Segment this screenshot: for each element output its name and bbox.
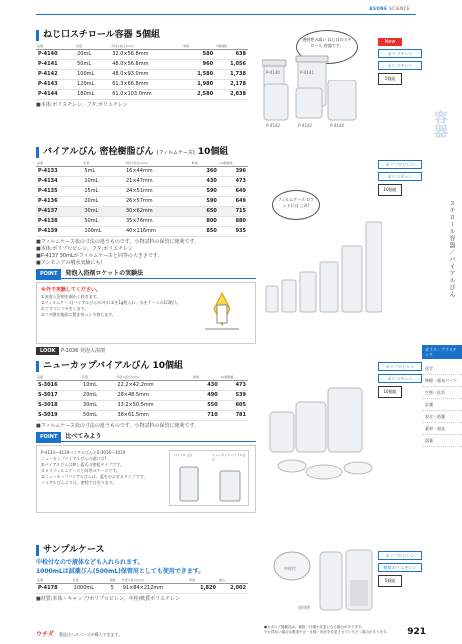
new-badge: New: [378, 38, 402, 46]
cell-price-tax: 880: [219, 216, 248, 226]
col-header: 税込: [218, 578, 248, 583]
count-badge: 10個組: [378, 184, 402, 196]
cell-price-tax: 2,002: [218, 583, 248, 593]
cell-code: S-3018: [36, 400, 81, 410]
table-row: [36, 400, 248, 410]
cell-price-tax: 539: [220, 390, 248, 400]
photo-label: 使用例: [298, 605, 310, 610]
cell-code: P-4136: [36, 196, 82, 206]
cell-capacity: 120mL: [75, 79, 110, 89]
cell-price: 1,580: [182, 69, 215, 79]
cell-code: P-4138: [36, 216, 82, 226]
col-header: 単価: [188, 578, 218, 583]
cell-price: 1,820: [188, 583, 218, 593]
cell-size: 30×62mm: [124, 206, 191, 216]
table-row: [36, 380, 248, 390]
col-header: 品番: [36, 578, 72, 583]
cell-price: 1,980: [182, 79, 215, 89]
photo-label: P-4144: [330, 123, 344, 128]
cell-code: P-4143: [36, 79, 75, 89]
footer-text: 製造はヘルパーズが購入できます。: [58, 632, 123, 637]
col-header: 10個価格: [219, 161, 248, 166]
cell-price-tax: 715: [219, 206, 248, 216]
side-vertical-label: スチロール容器／バイアルびん: [448, 200, 455, 298]
table-row: [36, 196, 248, 206]
count-badge: 10個組: [378, 386, 402, 398]
cell-size: 22.2×42.2mm: [115, 380, 192, 390]
point-text: 発泡入浴剤ロケットの実験法: [65, 269, 144, 277]
cell-code: P-4142: [36, 69, 75, 79]
compare-line: P-4133〜4139バイアルびんとS-3016〜3019: [41, 449, 126, 455]
material-tag: 軟質ポリ エチレン: [378, 563, 422, 572]
warning-text: ※外で実験してください。: [41, 286, 101, 293]
col-header: 容量: [75, 44, 110, 49]
table-row: [36, 226, 248, 236]
col-header: 外径×高さ(mm): [110, 44, 182, 49]
side-menu-item[interactable]: 物理・電気パーツ: [422, 375, 462, 387]
cell-price: 850: [190, 226, 218, 236]
material-tag: ポリ プロピレン: [378, 362, 422, 371]
cell-code: P-4139: [36, 226, 82, 236]
col-header: 品番: [36, 375, 81, 380]
lead-text: 1000mLは試薬びん(500mL)保管用としても使用できます。: [36, 568, 205, 575]
spec-table: [36, 578, 248, 594]
footer-logo: ウチダ: [36, 631, 54, 638]
section-title: バイアルびん 密栓樹脂びん (フィルムケース) 10個組: [36, 147, 406, 158]
col-header: 外径×高さ(mm): [115, 375, 192, 380]
cell-capacity: 1000mL: [72, 583, 109, 593]
col-header: 品番: [36, 44, 75, 49]
cell-capacity: 10mL: [81, 380, 115, 390]
material-tag: ポリ エチレン: [378, 61, 422, 70]
cell-price: 800: [190, 216, 218, 226]
col-header: 品番: [36, 161, 82, 166]
col-header: 5個価格: [215, 44, 248, 49]
step: ③フタ側を地面に置き待つと今待ちます。: [41, 311, 116, 317]
cell-capacity: 50mL: [82, 216, 124, 226]
step: ①発泡入浴剤を細かく砕きます。: [41, 293, 101, 299]
cell-price: 580: [182, 49, 215, 59]
side-menu-item[interactable]: 生物・医学: [422, 387, 462, 399]
section-title: サンプルケース: [36, 545, 406, 556]
cell-capacity: 50mL: [75, 59, 110, 69]
material-tag: ポリ スチレン: [378, 49, 422, 58]
table-row: [36, 186, 248, 196]
cell-price-tax: 1,056: [215, 59, 248, 69]
table-row: [36, 49, 248, 59]
cell-price-tax: 935: [219, 226, 248, 236]
side-menu-item[interactable]: 化学: [422, 363, 462, 375]
cell-price-tax: 396: [219, 166, 248, 176]
product-photo: [262, 80, 362, 128]
point-label: POINT: [36, 432, 61, 443]
cell-size: 61.0×103.0mm: [110, 89, 182, 99]
material-note: ■本体:ポリスチレン、フタ:ポリエチレン: [36, 101, 128, 108]
disclaimer-line: やむ得ない場合は製造中止・仕様・形状を変更させていただく場合があります。: [264, 630, 390, 634]
speech-bubble: 透明性の高い ねじ口のスチロール 容器です。: [296, 30, 358, 64]
compare-caption: ニューカップ バイアルびん: [212, 452, 246, 461]
count-badge: 5個組: [378, 73, 402, 85]
cell-code: P-4137: [36, 206, 82, 216]
tag-column: [378, 551, 422, 587]
cell-code: S-3019: [36, 410, 81, 420]
cell-capacity: 30mL: [82, 206, 124, 216]
side-menu-item[interactable]: 安全・防護: [422, 411, 462, 423]
cell-code: S-3017: [36, 390, 81, 400]
col-header: 単価: [182, 44, 215, 49]
speech-bubble: フィルムケース ロケットには これ!: [272, 190, 320, 220]
table-row: [36, 390, 248, 400]
tag-column: [378, 38, 422, 85]
cell-price: 960: [182, 59, 215, 69]
cell-price: 360: [190, 166, 218, 176]
material-tag: ポリ プロピレン: [378, 551, 422, 560]
cell-price-tax: 473: [220, 380, 248, 390]
photo-label: P-4140: [266, 70, 280, 75]
col-header: 容量: [81, 375, 115, 380]
compare-box: [36, 445, 256, 513]
table-row: [36, 79, 248, 89]
cell-price: 650: [190, 206, 218, 216]
table-row: [36, 89, 248, 99]
compare-caption: バイアル びん: [174, 452, 193, 457]
side-menu-item[interactable]: 試薬: [422, 435, 462, 447]
note: ■P-4137 30mLがフィルムケースと同等の大きさです。: [36, 252, 163, 259]
cell-price: 590: [190, 196, 218, 206]
compare-line: ニューカップバイアルびんの違いは?: [41, 455, 107, 461]
cell-price-tax: 649: [219, 196, 248, 206]
cell-size: 33.2×50.5mm: [115, 400, 192, 410]
material-note: ■材質:本体・キャップ/ポリプロピレン、中栓/軟質ポリエチレン: [36, 595, 180, 602]
compare-line: カメラフィルムケースと同等のケースです。: [41, 467, 120, 473]
cell-size: 16×44mm: [124, 166, 191, 176]
side-menu-current[interactable]: ガラス・プラスチック: [422, 345, 462, 359]
page-number: 921: [407, 627, 426, 637]
look-label: LOOK: [36, 347, 59, 355]
table-row: [36, 206, 248, 216]
cell-price: 550: [192, 400, 220, 410]
compare-line: ①バイアルびんは押し蓋式の密栓タイプです。: [41, 461, 124, 467]
vial-compare-illustration: [170, 463, 250, 505]
section-title: ねじ口スチロール容器 5個組: [36, 30, 406, 41]
cell-size: 38×61.5mm: [115, 410, 192, 420]
cell-size: 28×48.5mm: [115, 390, 192, 400]
cell-price: 430: [192, 380, 220, 390]
look-text: P-1036 発泡入浴剤: [60, 347, 106, 354]
side-menu-item[interactable]: 計測: [422, 399, 462, 411]
point-bar: [36, 432, 256, 442]
col-header: 単価: [192, 375, 220, 380]
step: ②フィルムケース(バイアルびん)の中に①を1g程入れ、水をケースの1/3程入れてすぐにフタをします。: [41, 299, 178, 311]
col-header: 容量: [72, 578, 109, 583]
spec-table: [36, 375, 248, 421]
compare-line: ②ニューカップバイアルびんは、蓋をかぶせるタイプです。: [41, 473, 148, 479]
cell-size: 35×76mm: [124, 216, 191, 226]
cell-price: 430: [190, 176, 218, 186]
count-badge: 5個組: [378, 575, 402, 587]
page-footer: [36, 625, 426, 638]
material-tag: ポリ エチレン: [378, 172, 422, 181]
cell-capacity: 10mL: [82, 176, 124, 186]
table-row: [36, 583, 248, 593]
rocket-illustration: [195, 291, 249, 331]
col-header: 外径×高さ(mm): [124, 161, 191, 166]
photo-label: P-4141: [300, 70, 314, 75]
cell-capacity: 20mL: [75, 49, 110, 59]
cell-capacity: 30mL: [81, 400, 115, 410]
look-ref[interactable]: [36, 347, 406, 355]
side-big-text: 容器: [432, 110, 448, 138]
note: ■フィルムケース状の寸法の違うものです。小物試料の保管に便利です。: [36, 422, 200, 429]
cell-size: 48.0×93.0mm: [110, 69, 182, 79]
col-header: 容量: [82, 161, 124, 166]
cell-price-tax: 605: [220, 400, 248, 410]
cell-capacity: 15mL: [82, 186, 124, 196]
cell-size: 40×116mm: [124, 226, 191, 236]
photo-label: 中栓付: [284, 566, 296, 571]
product-photo: [266, 372, 376, 482]
cell-code: P-4133: [36, 166, 82, 176]
cell-qty: 5: [109, 583, 121, 593]
cell-code: P-4134: [36, 176, 82, 186]
header-rule: [36, 14, 416, 15]
table-row: [36, 69, 248, 79]
cell-size: 24×51mm: [124, 186, 191, 196]
col-header: 10個価格: [220, 375, 248, 380]
side-menu-item[interactable]: 素材・部品: [422, 423, 462, 435]
cell-size: 21×47mm: [124, 176, 191, 186]
cell-price-tax: 781: [220, 410, 248, 420]
disclaimer-line: ●カタログ掲載品は、価格・仕様が変更になる場合があります。: [264, 625, 365, 629]
cell-code: P-4140: [36, 49, 75, 59]
cell-size: 91×84×212mm: [121, 583, 188, 593]
cell-price-tax: 649: [219, 186, 248, 196]
cell-code: S-3016: [36, 380, 81, 390]
table-row: [36, 216, 248, 226]
point-text: 比べてみよう: [65, 432, 102, 440]
product-photo: [270, 546, 380, 614]
cell-size: 26×57mm: [124, 196, 191, 206]
note: ■本体:ポリプロピレン、フタ:ポリエチレン: [36, 245, 133, 252]
cell-code: P-4144: [36, 89, 75, 99]
compare-line: バイアルびんよりは、密栓では劣ります。: [41, 479, 117, 485]
cell-size: 32.0×56.8mm: [110, 49, 182, 59]
tag-column: [378, 160, 422, 196]
table-row: [36, 59, 248, 69]
col-header: 個数: [109, 578, 121, 583]
cell-price-tax: 2,178: [215, 79, 248, 89]
cell-capacity: 20mL: [82, 196, 124, 206]
cell-code: P-4141: [36, 59, 75, 69]
cell-price: 2,580: [182, 89, 215, 99]
cell-capacity: 50mL: [81, 410, 115, 420]
lead-text: 中栓付なので液体なども入れられます。: [36, 559, 144, 566]
cell-price-tax: 473: [219, 176, 248, 186]
table-row: [36, 176, 248, 186]
cell-price: 590: [190, 186, 218, 196]
cell-price: 710: [192, 410, 220, 420]
photo-label: P-4143: [298, 123, 312, 128]
cell-size: 48.0×56.8mm: [110, 59, 182, 69]
cell-capacity: 100mL: [82, 226, 124, 236]
spec-table: [36, 44, 248, 100]
point-label: POINT: [36, 269, 61, 280]
note: ■フィルムケース状の寸法の違うものです。小物試料の保管に便利です。: [36, 238, 200, 245]
note: ■アンモニアの噴水実験にも!: [36, 259, 103, 266]
table-row: [36, 166, 248, 176]
photo-label: P-4142: [266, 123, 280, 128]
cell-code: P-4135: [36, 186, 82, 196]
spec-table: [36, 161, 248, 237]
material-tag: ポリ エチレン: [378, 374, 422, 383]
compare-photo: [169, 450, 249, 506]
side-menu: [422, 345, 462, 447]
experiment-box: [36, 282, 256, 344]
cell-price-tax: 2,838: [215, 89, 248, 99]
cell-price-tax: 638: [215, 49, 248, 59]
cell-code: P-4178: [36, 583, 72, 593]
cell-capacity: 5mL: [82, 166, 124, 176]
cell-price: 490: [192, 390, 220, 400]
section-title: ニューカップバイアルびん 10個組: [36, 361, 406, 372]
tag-column: [378, 362, 422, 398]
col-header: 外径×高さ(mm): [121, 578, 188, 583]
footer-disclaimer: [264, 625, 394, 635]
cell-price-tax: 1,738: [215, 69, 248, 79]
table-row: [36, 410, 248, 420]
cell-size: 61.3×66.8mm: [110, 79, 182, 89]
header-brand: ASONE SCIENCE: [369, 6, 410, 11]
cell-capacity: 100mL: [75, 69, 110, 79]
material-tag: ポリ プロピレン: [378, 160, 422, 169]
cell-capacity: 180mL: [75, 89, 110, 99]
point-bar: [36, 269, 256, 279]
product-photo: [262, 216, 382, 326]
cell-capacity: 20mL: [81, 390, 115, 400]
col-header: 単価: [190, 161, 218, 166]
